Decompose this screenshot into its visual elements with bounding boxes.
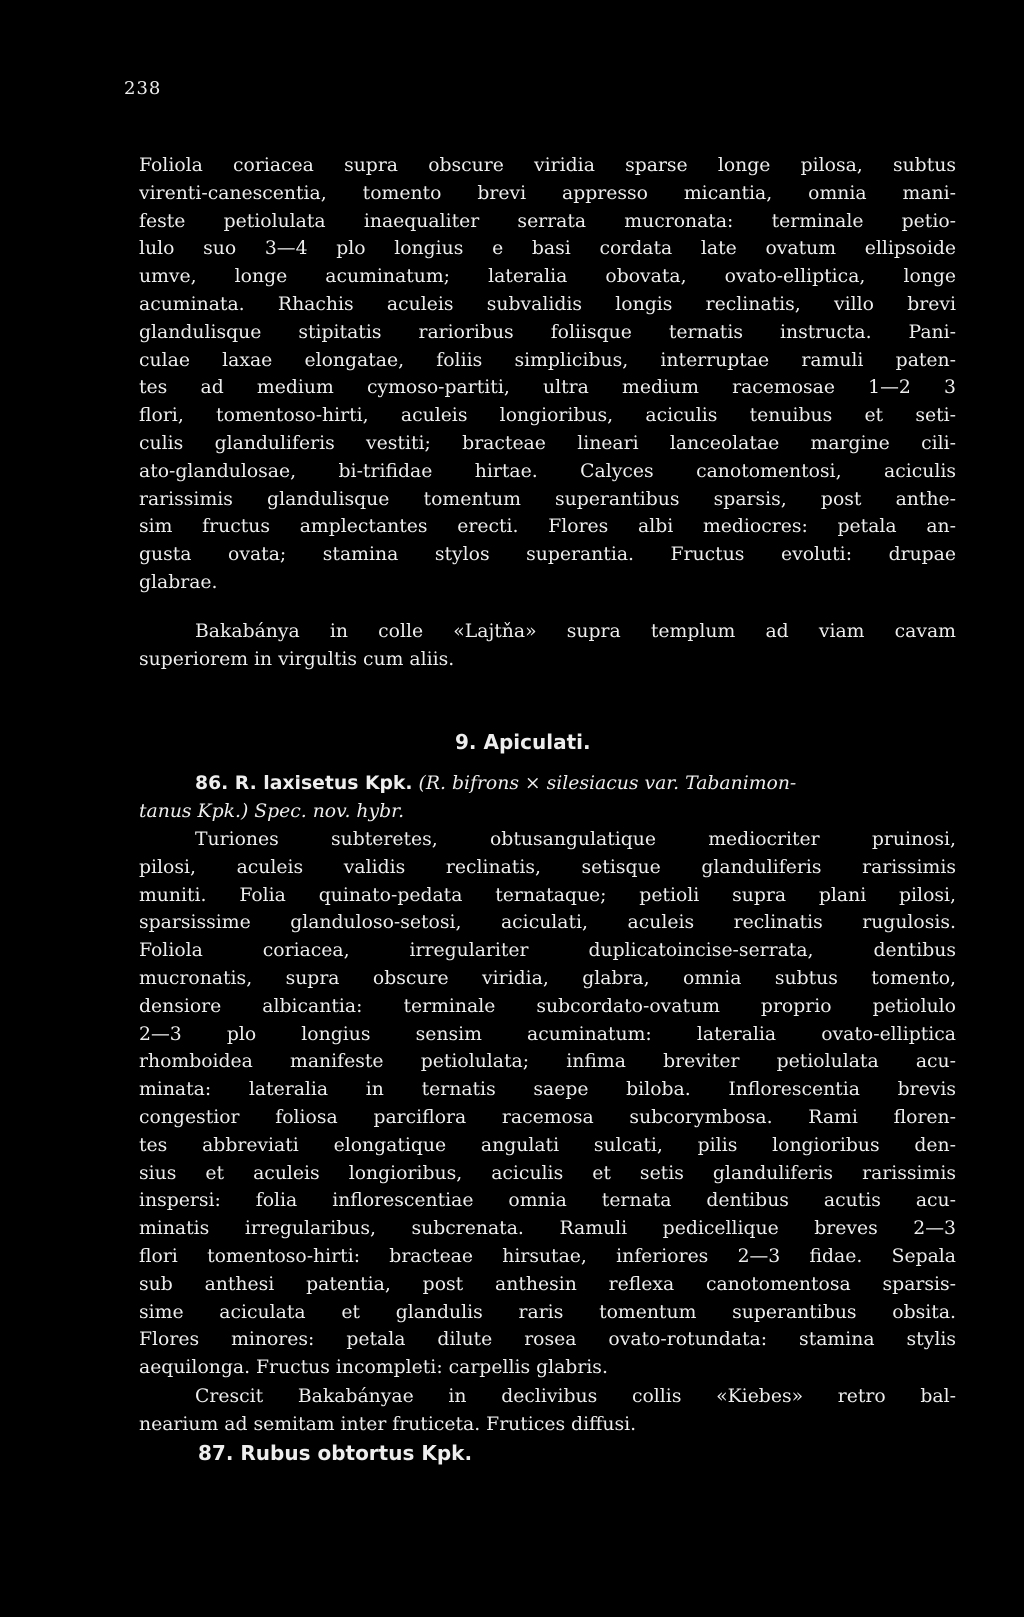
text-line: Foliola coriacea, irregulariter duplicatoincise-serrata, dentibus xyxy=(139,940,956,962)
text-line: Flores minores: petala dilute rosea ovato-rotundata: stamina stylis xyxy=(139,1329,956,1351)
text-line: culae laxae elongatae, foliis simplicibus, interruptae ramuli paten- xyxy=(139,349,956,371)
paragraph-species-86-description xyxy=(139,826,956,1382)
text-line: rarissimis glandulisque tomentum superantibus sparsis, post anthe- xyxy=(139,488,956,510)
text-line: virenti-canescentia, tomento brevi appresso micantia, omnia mani- xyxy=(139,182,956,204)
text-line: densiore albicantia: terminale subcordato-ovatum proprio petiolulo xyxy=(139,995,956,1017)
text-line: glandulisque stipitatis rarioribus foliisque ternatis instructa. Pani- xyxy=(139,321,956,343)
text-line: acuminata. Rhachis aculeis subvalidis longis reclinatis, villo brevi xyxy=(139,293,956,315)
text-line: sime aciculata et glandulis raris tomentum superantibus obsita. xyxy=(139,1301,956,1323)
text-line: lulo suo 3—4 plo longius e basi cordata late ovatum ellipsoide xyxy=(139,238,956,260)
paragraph-description xyxy=(139,152,956,597)
page-number: 238 xyxy=(124,78,162,99)
species-86-name: 86. R. laxisetus Kpk. xyxy=(195,773,413,794)
text-line: tes ad medium cymoso-partiti, ultra medium racemosae 1—2 3 xyxy=(139,377,956,399)
text-line: sub anthesi patentia, post anthesin reflexa canotomentosa sparsis- xyxy=(139,1273,956,1295)
text-line: nearium ad semitam inter fruticeta. Frutices diffusi. xyxy=(139,1413,637,1435)
species-86-parentage: (R. bifrons × silesiacus var. Tabanimon- xyxy=(418,773,797,794)
text-line: Bakabánya in colle «Lajtňa» supra templum ad viam cavam xyxy=(195,621,956,642)
text-line: Foliola coriacea supra obscure viridia sparse longe pilosa, subtus xyxy=(139,155,956,176)
text-line: 2—3 plo longius sensim acuminatum: lateralia ovato-elliptica xyxy=(139,1023,956,1045)
text-line: minatis irregularibus, subcrenata. Ramuli pedicellique breves 2—3 xyxy=(139,1218,956,1240)
paragraph-species-86-locality xyxy=(139,1383,956,1439)
text-line: minata: lateralia in ternatis saepe biloba. Inflorescentia brevis xyxy=(139,1079,956,1101)
text-line: pilosi, aculeis validis reclinatis, setisque glanduliferis rarissimis xyxy=(139,856,956,878)
species-86-heading xyxy=(139,770,956,826)
text-line: inspersi: folia inflorescentiae omnia ternata dentibus acutis acu- xyxy=(139,1190,956,1212)
text-line: Crescit Bakabányae in declivibus collis «Kiebes» retro bal- xyxy=(195,1386,956,1407)
text-line: aequilonga. Fructus incompleti: carpellis glabris. xyxy=(139,1357,608,1379)
text-line: glabrae. xyxy=(139,571,218,593)
text-line: flori, tomentoso-hirti, aculeis longioribus, aciculis tenuibus et seti- xyxy=(139,405,956,427)
text-line: tes abbreviati elongatique angulati sulcati, pilis longioribus den- xyxy=(139,1134,956,1156)
species-87-heading: 87. Rubus obtortus Kpk. xyxy=(198,1441,473,1465)
text-line: umve, longe acuminatum; lateralia obovata, ovato-elliptica, longe xyxy=(139,266,956,288)
text-line: rhomboidea manifeste petiolulata; infima breviter petiolulata acu- xyxy=(139,1051,956,1073)
text-line: culis glanduliferis vestiti; bracteae lineari lanceolatae margine cili- xyxy=(139,432,956,454)
text-line: feste petiolulata inaequaliter serrata mucronata: terminale petio- xyxy=(139,210,956,232)
text-line: mucronatis, supra obscure viridia, glabra, omnia subtus tomento, xyxy=(139,967,956,989)
text-line: superiorem in virgultis cum aliis. xyxy=(139,648,455,670)
text-line: flori tomentoso-hirti: bracteae hirsutae, inferiores 2—3 fidae. Sepala xyxy=(139,1245,956,1267)
text-line: congestior foliosa parciflora racemosa subcorymbosa. Rami floren- xyxy=(139,1106,956,1128)
text-line: sius et aculeis longioribus, aciculis et setis glanduliferis rarissimis xyxy=(139,1162,956,1184)
section-heading: 9. Apiculati. xyxy=(455,730,591,754)
text-line: Turiones subteretes, obtusangulatique mediocriter pruinosi, xyxy=(195,829,956,850)
text-line: muniti. Folia quinato-pedata ternataque; petioli supra plani pilosi, xyxy=(139,884,956,906)
paragraph-locality xyxy=(139,618,956,674)
species-86-status: tanus Kpk.) Spec. nov. hybr. xyxy=(139,800,405,822)
text-line: gusta ovata; stamina stylos superantia. Fructus evoluti: drupae xyxy=(139,544,956,566)
text-line: sparsissime glanduloso-setosi, aciculati, aculeis reclinatis rugulosis. xyxy=(139,912,956,934)
text-line: sim fructus amplectantes erecti. Flores albi mediocres: petala an- xyxy=(139,516,956,538)
text-line: ato-glandulosae, bi-trifidae hirtae. Calyces canotomentosi, aciculis xyxy=(139,460,956,482)
